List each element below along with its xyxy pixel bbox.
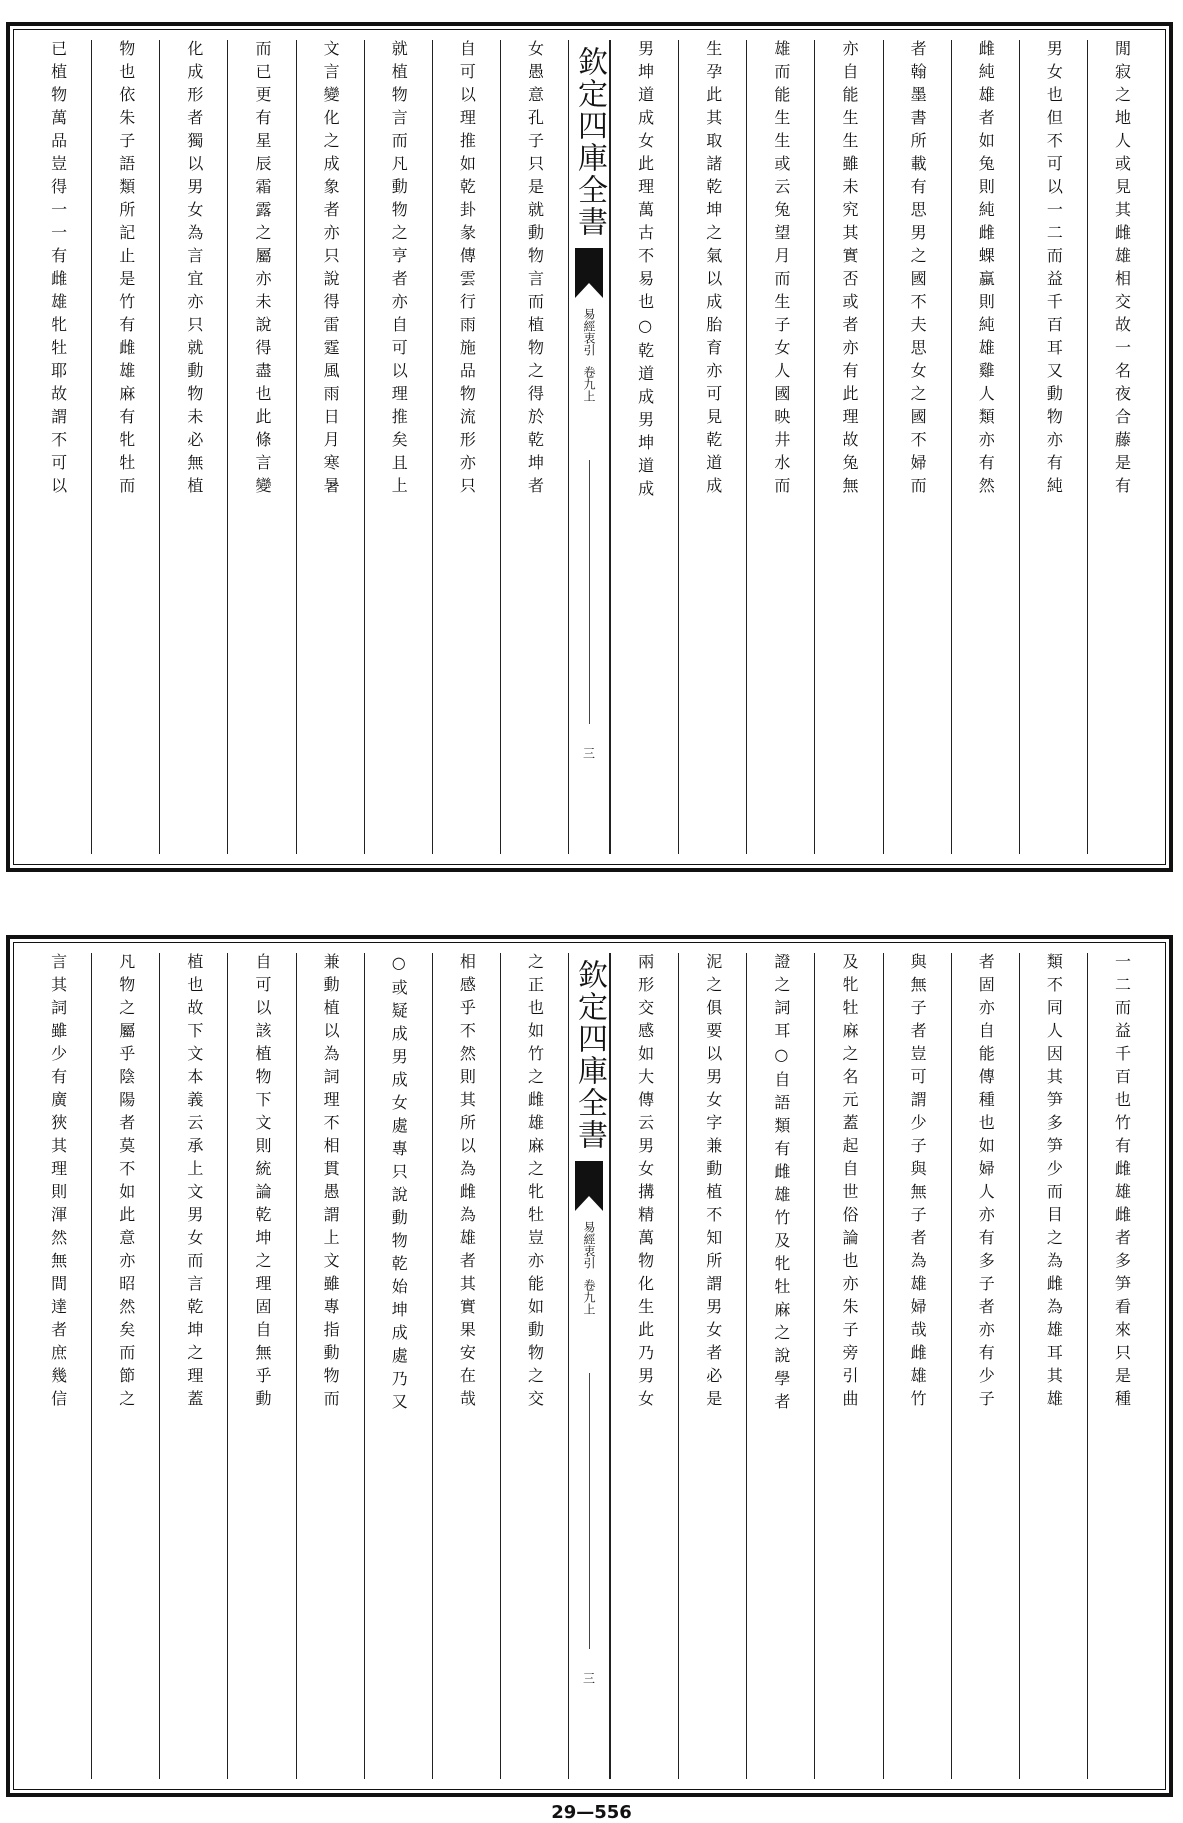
- column-text: 女愚意孔子只是就動物言而植物之得於乾坤者: [525, 40, 545, 500]
- column-text: 凡物之屬乎陰陽者莫不如此意亦昭然矣而節之: [116, 953, 136, 1413]
- text-column: [500, 40, 568, 854]
- text-column: [951, 40, 1019, 854]
- column-text: 閒寂之地人或見其雌雄相交故一名夜合藤是有: [1112, 40, 1132, 500]
- column-text: 就植物言而凡動物之亨者亦自可以理推矣且上: [389, 40, 409, 500]
- volume-label: 卷九上: [582, 1279, 596, 1315]
- column-text: 之正也如竹之雌雄麻之牝牡豈亦能如動物之交: [525, 953, 545, 1413]
- column-text: 植也故下文本義云承上文男女而言乾坤之理蓋: [184, 953, 204, 1413]
- book-title: 易經衷引: [582, 1221, 596, 1269]
- column-text: 而已更有星辰霜露之屬亦未說得盡也此條言變: [252, 40, 272, 500]
- fold-line: [589, 1373, 590, 1649]
- text-column: [159, 953, 227, 1779]
- text-column: [678, 953, 746, 1779]
- center-fold-header: [568, 953, 610, 1779]
- column-text: 言其詞雖少有廣狹其理則渾然無間達者庶幾信: [48, 953, 68, 1413]
- column-text: 物也依朱子語類所記止是竹有雌雄麻有牝牡而: [116, 40, 136, 500]
- leaf-number: 三: [581, 1672, 596, 1684]
- column-text: 證之詞耳○自語類有雌雄竹及牝牡麻之說學者: [771, 953, 791, 1416]
- text-column: [296, 953, 364, 1779]
- text-column: [364, 40, 432, 854]
- column-text: 自可以該植物下文則統論乾坤之理固自無乎動: [252, 953, 272, 1413]
- text-column: [159, 40, 227, 854]
- fishtail-mark: [575, 1161, 603, 1211]
- column-text: 類不同人因其笋多笋少而目之為雌為雄耳其雄: [1044, 953, 1064, 1413]
- text-column: [814, 953, 882, 1779]
- leaf-number: 三: [581, 747, 596, 759]
- column-text: 生孕此其取諸乾坤之氣以成胎育亦可見乾道成: [703, 40, 723, 500]
- column-text: 已植物萬品豈得一一有雌雄牝牡耶故謂不可以: [48, 40, 68, 500]
- text-column: [610, 953, 678, 1779]
- book-title: 易經衷引: [582, 308, 596, 356]
- fold-line: [589, 460, 590, 724]
- center-fold-header: [568, 40, 610, 854]
- fishtail-mark: [575, 248, 603, 298]
- column-text: ○或疑成男成女處專只說動物乾始坤成處乃又: [389, 953, 409, 1416]
- column-text: 文言變化之成象者亦只說得雷霆風雨日月寒暑: [321, 40, 341, 500]
- text-column: [883, 953, 951, 1779]
- text-column: [1019, 953, 1087, 1779]
- column-text: 兩形交感如大傳云男女搆精萬物化生此乃男女: [635, 953, 655, 1413]
- text-column: [610, 40, 678, 854]
- column-text: 者翰墨書所載有思男之國不夫思女之國不婦而: [908, 40, 928, 500]
- column-text: 男坤道成女此理萬古不易也○乾道成男坤道成: [635, 40, 655, 503]
- text-columns-lower: [24, 953, 1155, 1779]
- column-text: 與無子者豈可謂少子與無子者為雄婦哉雌雄竹: [908, 953, 928, 1413]
- book-series-title: 欽定四庫全書: [572, 46, 607, 238]
- text-column: [296, 40, 364, 854]
- text-column: [951, 953, 1019, 1779]
- text-column: [364, 953, 432, 1779]
- column-text: 男女也但不可以一二而益千百耳又動物亦有純: [1044, 40, 1064, 500]
- text-column: [227, 953, 295, 1779]
- column-text: 泥之俱要以男女字兼動植不知所謂男女者必是: [703, 953, 723, 1413]
- column-text: 一二而益千百也竹有雌雄雌者多笋看來只是種: [1112, 953, 1132, 1413]
- text-column: [432, 953, 500, 1779]
- page-number-footer: 29—556: [551, 1802, 632, 1823]
- column-text: 亦自能生生雖未究其實否或者亦有此理故兔無: [839, 40, 859, 500]
- text-column: [91, 40, 159, 854]
- column-text: 及牝牡麻之名元蓋起自世俗論也亦朱子旁引曲: [839, 953, 859, 1413]
- page-upper: [6, 22, 1173, 872]
- text-column: [1087, 953, 1155, 1779]
- column-text: 相感乎不然則其所以為雌為雄者其實果安在哉: [457, 953, 477, 1413]
- text-column: [746, 953, 814, 1779]
- text-column: [883, 40, 951, 854]
- text-column: [814, 40, 882, 854]
- text-column: [1087, 40, 1155, 854]
- text-column: [432, 40, 500, 854]
- column-text: 兼動植以為詞理不相貫愚謂上文雖專指動物而: [321, 953, 341, 1413]
- text-column: [24, 953, 91, 1779]
- text-column: [1019, 40, 1087, 854]
- column-text: 化成形者獨以男女為言宜亦只就動物未必無植: [184, 40, 204, 500]
- page-lower: [6, 935, 1173, 1797]
- book-series-title: 欽定四庫全書: [572, 959, 607, 1151]
- text-column: [678, 40, 746, 854]
- column-text: 雄而能生生或云兔望月而生子女人國映井水而: [771, 40, 791, 500]
- volume-label: 卷九上: [582, 366, 596, 402]
- text-column: [24, 40, 91, 854]
- text-column: [91, 953, 159, 1779]
- column-text: 雌純雄者如兔則純雌蜾蠃則純雄雞人類亦有然: [976, 40, 996, 500]
- text-column: [227, 40, 295, 854]
- text-column: [500, 953, 568, 1779]
- text-column: [746, 40, 814, 854]
- column-text: 者固亦自能傳種也如婦人亦有多子者亦有少子: [976, 953, 996, 1413]
- text-columns-upper: [24, 40, 1155, 854]
- column-text: 自可以理推如乾卦彖傳雲行雨施品物流形亦只: [457, 40, 477, 500]
